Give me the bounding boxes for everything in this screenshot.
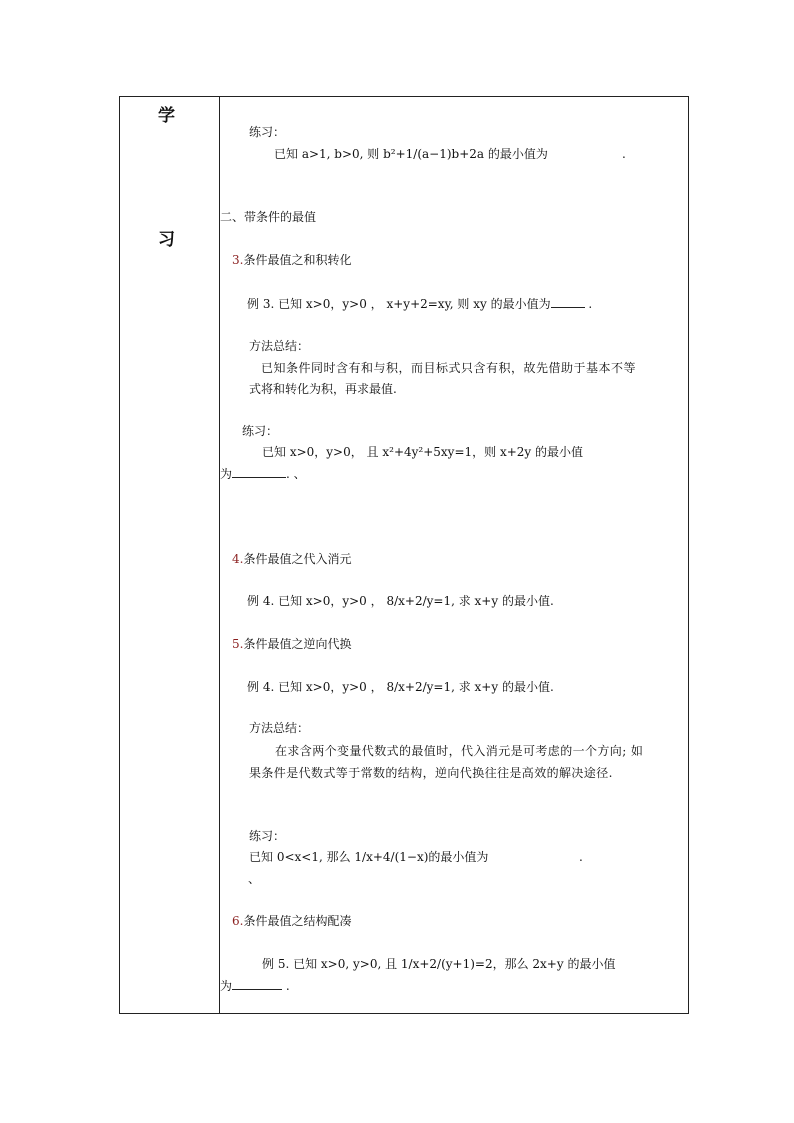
subsection-title: 条件最值之结构配凑 xyxy=(243,914,352,928)
practice-label: 练习： xyxy=(242,424,279,438)
subsection-title: 条件最值之和积转化 xyxy=(243,253,352,267)
text-mid: , 则 xy 的最小值为 xyxy=(449,297,551,311)
method-summary-line: 果条件是代数式等于常数的结构，逆向代换往往是高效的解决途径. xyxy=(249,766,613,780)
answer-blank xyxy=(232,978,282,990)
text-prefix: 为 xyxy=(220,979,233,993)
example-3 xyxy=(247,296,592,312)
practice-3-text: 已知 0<x<1, 那么 1/x+4/(1−x)的最小值为 xyxy=(249,850,489,864)
text-suffix: 的最小值为 xyxy=(484,147,548,161)
period-mark: . 、 xyxy=(286,467,306,481)
text-prefix: 为 xyxy=(220,467,233,481)
subsection-title: 条件最值之代入消元 xyxy=(243,552,352,566)
period-mark: . xyxy=(282,979,290,993)
method-summary-line: 式将和转化为积，再求最值. xyxy=(249,382,397,396)
subsection-4-heading xyxy=(232,551,351,567)
practice-2-text: 已知 x>0，y>0， 且 x²+4y²+5xy=1，则 x+2y 的最小值 xyxy=(262,445,584,459)
text-prefix: 例 3. 已知 xyxy=(247,297,306,311)
period-mark: . xyxy=(579,850,583,864)
side-char-xue: 学 xyxy=(158,106,175,126)
practice-label: 练习： xyxy=(249,829,286,843)
subsection-3-heading xyxy=(232,252,351,268)
method-summary-label: 方法总结： xyxy=(249,721,310,735)
practice-1-text xyxy=(274,146,548,162)
practice-2-answer-line xyxy=(220,466,306,482)
side-char-xi: 习 xyxy=(158,230,175,250)
period-mark: . xyxy=(584,297,593,311)
method-summary-line: 已知条件同时含有和与积，而目标式只含有积，故先借助于基本不等 xyxy=(261,361,637,375)
subsection-number: 5. xyxy=(232,637,244,651)
example-5-answer-line xyxy=(220,978,290,994)
example-4b: 例 4. 已知 x>0，y>0 ， 8/x+2/y=1, 求 x+y 的最小值. xyxy=(247,680,554,694)
math-expression: x>0，y>0 ， x+y+2=xy xyxy=(305,297,450,311)
example-4a: 例 4. 已知 x>0，y>0 ， 8/x+2/y=1, 求 x+y 的最小值. xyxy=(247,594,554,608)
practice-label: 练习： xyxy=(249,125,286,139)
stray-mark: 、 xyxy=(248,872,261,886)
answer-blank xyxy=(551,296,585,308)
subsection-number: 6. xyxy=(232,914,244,928)
section-heading: 二、带条件的最值 xyxy=(220,210,317,224)
subsection-number: 4. xyxy=(232,552,244,566)
subsection-5-heading xyxy=(232,636,351,652)
math-expression: a>1, b>0, 则 b²+1/(a−1)b+2a xyxy=(301,147,485,161)
method-summary-label: 方法总结： xyxy=(249,339,310,353)
subsection-title: 条件最值之逆向代换 xyxy=(243,637,352,651)
method-summary-line: 在求含两个变量代数式的最值时，代入消元是可考虑的一个方向; 如 xyxy=(275,744,644,758)
subsection-number: 3. xyxy=(232,253,244,267)
subsection-6-heading xyxy=(232,913,351,929)
answer-blank xyxy=(232,466,286,478)
text-prefix: 已知 xyxy=(274,147,302,161)
column-divider xyxy=(219,97,220,1013)
period-mark: . xyxy=(622,147,626,161)
example-5: 例 5. 已知 x>0, y>0, 且 1/x+2/(y+1)=2，那么 2x+y 的最小值 xyxy=(262,957,616,971)
content-table xyxy=(119,96,689,1014)
